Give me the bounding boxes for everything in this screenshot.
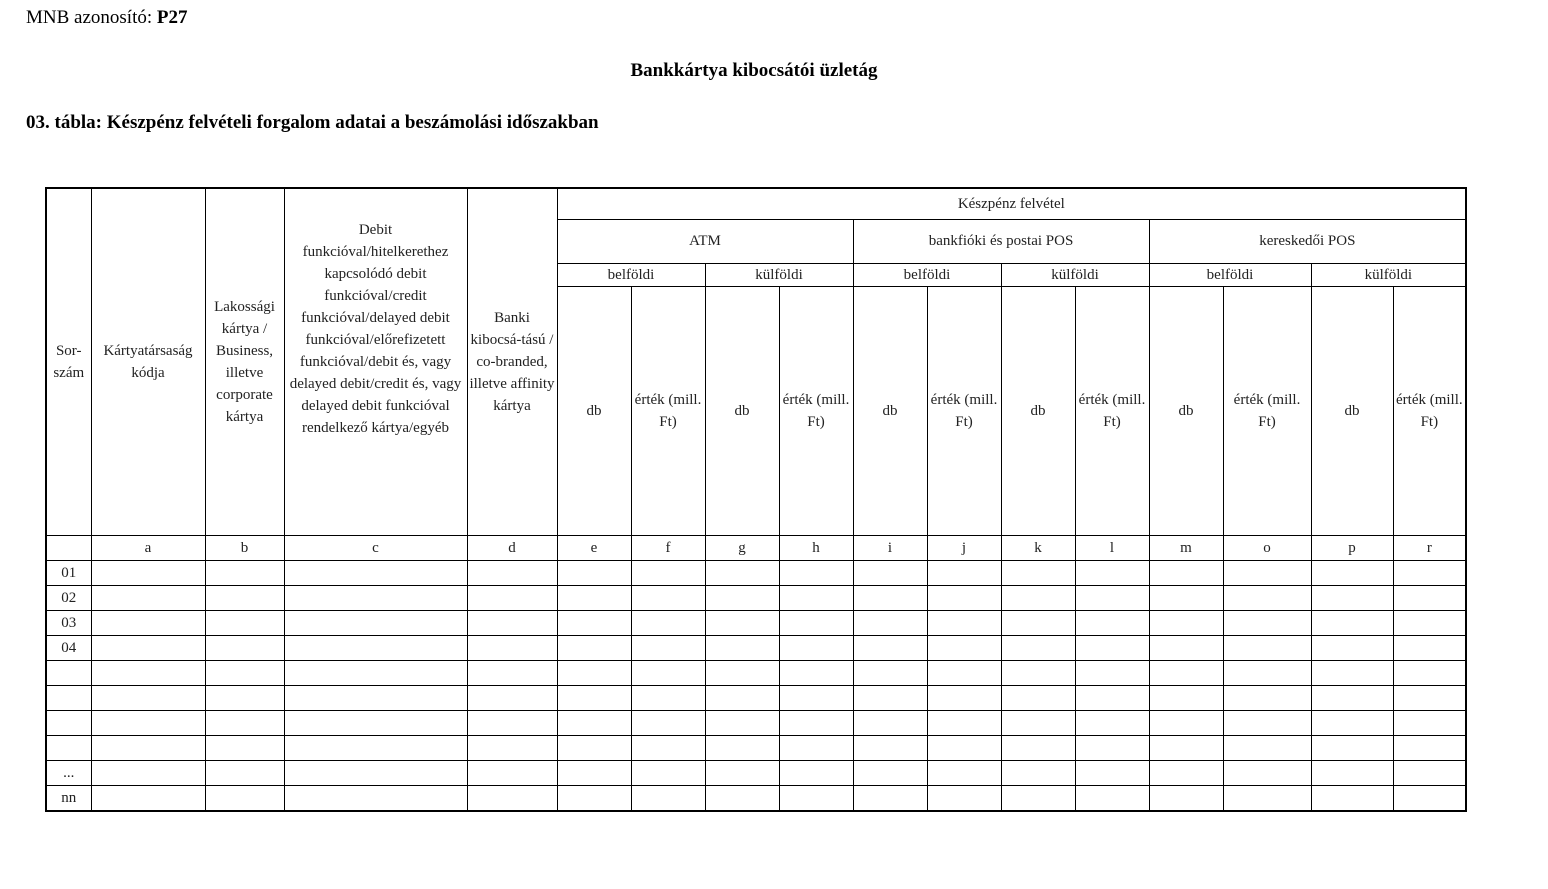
row-number: 02 [46, 585, 91, 610]
data-cell[interactable] [927, 585, 1001, 610]
letter-cell: a [91, 535, 205, 560]
data-cell[interactable] [1223, 735, 1311, 760]
data-cell[interactable] [1075, 760, 1149, 785]
data-cell[interactable] [1001, 685, 1075, 710]
data-cell[interactable] [1001, 710, 1075, 735]
data-cell[interactable] [631, 735, 705, 760]
data-cell[interactable] [205, 560, 284, 585]
data-cell[interactable] [927, 785, 1001, 811]
data-cell[interactable] [205, 685, 284, 710]
data-cell[interactable] [284, 635, 467, 660]
data-cell[interactable] [1223, 660, 1311, 685]
letter-cell: j [927, 535, 1001, 560]
data-cell[interactable] [1223, 785, 1311, 811]
data-cell[interactable] [1393, 635, 1466, 660]
data-cell[interactable] [557, 710, 631, 735]
header-db: db [557, 286, 631, 535]
data-cell[interactable] [467, 710, 557, 735]
row-number: 04 [46, 635, 91, 660]
data-cell[interactable] [1075, 635, 1149, 660]
data-cell[interactable] [557, 760, 631, 785]
data-cell[interactable] [779, 585, 853, 610]
letter-cell-blank [46, 535, 91, 560]
data-cell[interactable] [1311, 760, 1393, 785]
data-cell[interactable] [284, 760, 467, 785]
data-cell[interactable] [284, 660, 467, 685]
data-cell[interactable] [1393, 685, 1466, 710]
data-cell[interactable] [205, 585, 284, 610]
data-cell[interactable] [284, 585, 467, 610]
data-cell[interactable] [1223, 635, 1311, 660]
header-db: db [1149, 286, 1223, 535]
data-cell[interactable] [705, 685, 779, 710]
data-cell[interactable] [1149, 610, 1223, 635]
data-cell[interactable] [1075, 685, 1149, 710]
data-cell[interactable] [205, 710, 284, 735]
data-cell[interactable] [284, 560, 467, 585]
letter-cell: c [284, 535, 467, 560]
data-cell[interactable] [557, 635, 631, 660]
data-cell[interactable] [284, 610, 467, 635]
table-row [46, 760, 1466, 785]
data-cell[interactable] [705, 560, 779, 585]
data-cell[interactable] [557, 685, 631, 710]
data-cell[interactable] [1149, 585, 1223, 610]
data-cell[interactable] [779, 635, 853, 660]
data-cell[interactable] [1149, 635, 1223, 660]
letter-cell: i [853, 535, 927, 560]
header-group-bankfioki: bankfióki és postai POS [853, 219, 1149, 263]
data-cell[interactable] [631, 585, 705, 610]
data-cell[interactable] [205, 660, 284, 685]
cash-withdrawal-table [45, 187, 1467, 812]
letter-cell: k [1001, 535, 1075, 560]
data-cell[interactable] [779, 685, 853, 710]
data-cell[interactable] [1393, 785, 1466, 811]
data-cell[interactable] [467, 760, 557, 785]
data-cell[interactable] [1149, 685, 1223, 710]
header-kereskedoi-belfoldi: belföldi [1149, 263, 1311, 286]
data-cell[interactable] [927, 685, 1001, 710]
data-cell[interactable] [853, 685, 927, 710]
letter-cell: f [631, 535, 705, 560]
data-cell[interactable] [91, 760, 205, 785]
data-cell[interactable] [1311, 710, 1393, 735]
row-number: 01 [46, 560, 91, 585]
header-db: db [1001, 286, 1075, 535]
data-cell[interactable] [557, 585, 631, 610]
letter-cell: m [1149, 535, 1223, 560]
data-cell[interactable] [1393, 735, 1466, 760]
header-sorszam: Sor-szám [46, 188, 91, 535]
data-cell[interactable] [1149, 560, 1223, 585]
data-cell[interactable] [779, 710, 853, 735]
data-cell[interactable] [853, 785, 927, 811]
data-cell[interactable] [557, 785, 631, 811]
header-banki-kibocsatasu: Banki kibocsá-tású / co-branded, illetve affinity kártya [467, 188, 557, 535]
data-cell[interactable] [467, 585, 557, 610]
row-number: nn [46, 785, 91, 811]
header-ertek: érték (mill. Ft) [1075, 286, 1149, 535]
data-cell[interactable] [284, 735, 467, 760]
data-cell[interactable] [779, 660, 853, 685]
data-cell[interactable] [91, 635, 205, 660]
data-cell[interactable] [1393, 660, 1466, 685]
table-row [46, 710, 1466, 735]
header-ertek: érték (mill. Ft) [779, 286, 853, 535]
data-cell[interactable] [705, 635, 779, 660]
header-ertek: érték (mill. Ft) [1393, 286, 1466, 535]
data-cell[interactable] [927, 660, 1001, 685]
data-cell[interactable] [1001, 560, 1075, 585]
header-kereskedoi-kulfoldi: külföldi [1311, 263, 1466, 286]
header-ertek: érték (mill. Ft) [1223, 286, 1311, 535]
data-cell[interactable] [205, 760, 284, 785]
data-cell[interactable] [1001, 635, 1075, 660]
data-cell[interactable] [1001, 735, 1075, 760]
data-cell[interactable] [284, 685, 467, 710]
data-cell[interactable] [927, 560, 1001, 585]
data-cell[interactable] [91, 585, 205, 610]
data-cell[interactable] [853, 610, 927, 635]
data-cell[interactable] [705, 785, 779, 811]
data-cell[interactable] [205, 610, 284, 635]
data-cell[interactable] [705, 585, 779, 610]
table-row [46, 560, 1466, 585]
row-number [46, 660, 91, 685]
header-db: db [1311, 286, 1393, 535]
data-cell[interactable] [927, 610, 1001, 635]
data-cell[interactable] [467, 735, 557, 760]
table-title: 03. tábla: Készpénz felvételi forgalom adatai a beszámolási időszakban [26, 112, 599, 133]
data-cell[interactable] [1311, 635, 1393, 660]
row-number [46, 685, 91, 710]
data-cell[interactable] [91, 610, 205, 635]
data-cell[interactable] [1075, 785, 1149, 811]
letter-cell: r [1393, 535, 1466, 560]
header-group-atm: ATM [557, 219, 853, 263]
data-cell[interactable] [705, 710, 779, 735]
data-cell[interactable] [1393, 560, 1466, 585]
header-lakossagi-kartya: Lakossági kártya / Business, illetve corporate kártya [205, 188, 284, 535]
data-cell[interactable] [1311, 585, 1393, 610]
data-cell[interactable] [1149, 710, 1223, 735]
letter-cell: g [705, 535, 779, 560]
data-cell[interactable] [557, 610, 631, 635]
row-number: 03 [46, 610, 91, 635]
table-row [46, 610, 1466, 635]
data-cell[interactable] [557, 735, 631, 760]
data-cell[interactable] [1311, 735, 1393, 760]
data-cell[interactable] [91, 560, 205, 585]
data-cell[interactable] [1001, 785, 1075, 811]
header-db: db [705, 286, 779, 535]
data-cell[interactable] [1001, 660, 1075, 685]
header-ertek: érték (mill. Ft) [927, 286, 1001, 535]
data-cell[interactable] [853, 710, 927, 735]
row-number: ... [46, 760, 91, 785]
data-cell[interactable] [1223, 585, 1311, 610]
data-cell[interactable] [853, 760, 927, 785]
data-cell[interactable] [853, 635, 927, 660]
data-cell[interactable] [205, 635, 284, 660]
data-cell[interactable] [91, 660, 205, 685]
data-cell[interactable] [205, 785, 284, 811]
data-cell[interactable] [1075, 560, 1149, 585]
data-cell[interactable] [1149, 660, 1223, 685]
data-cell[interactable] [1393, 760, 1466, 785]
row-number [46, 710, 91, 735]
data-cell[interactable] [1311, 610, 1393, 635]
header-bankfioki-belfoldi: belföldi [853, 263, 1001, 286]
data-cell[interactable] [91, 785, 205, 811]
data-cell[interactable] [284, 710, 467, 735]
header-ertek: érték (mill. Ft) [631, 286, 705, 535]
data-cell[interactable] [91, 685, 205, 710]
header-atm-belfoldi: belföldi [557, 263, 705, 286]
letter-cell: p [1311, 535, 1393, 560]
table-row [46, 785, 1466, 811]
data-cell[interactable] [205, 735, 284, 760]
data-cell[interactable] [631, 710, 705, 735]
letter-cell: d [467, 535, 557, 560]
data-cell[interactable] [467, 785, 557, 811]
data-cell[interactable] [853, 660, 927, 685]
data-cell[interactable] [705, 735, 779, 760]
data-cell[interactable] [779, 610, 853, 635]
data-cell[interactable] [779, 735, 853, 760]
document-title: Bankkártya kibocsátói üzletág [630, 60, 878, 81]
data-cell[interactable] [631, 660, 705, 685]
data-cell[interactable] [1311, 685, 1393, 710]
data-cell[interactable] [557, 660, 631, 685]
data-cell[interactable] [1393, 585, 1466, 610]
letter-cell: b [205, 535, 284, 560]
data-cell[interactable] [1149, 785, 1223, 811]
data-cell[interactable] [1075, 735, 1149, 760]
header-db: db [853, 286, 927, 535]
letter-cell: e [557, 535, 631, 560]
data-cell[interactable] [1223, 685, 1311, 710]
letter-cell: o [1223, 535, 1311, 560]
data-cell[interactable] [1311, 785, 1393, 811]
data-cell[interactable] [1311, 560, 1393, 585]
data-cell[interactable] [467, 635, 557, 660]
data-cell[interactable] [631, 760, 705, 785]
data-cell[interactable] [1075, 585, 1149, 610]
data-cell[interactable] [557, 560, 631, 585]
data-cell[interactable] [631, 635, 705, 660]
data-cell[interactable] [1393, 610, 1466, 635]
data-cell[interactable] [927, 735, 1001, 760]
data-cell[interactable] [1223, 560, 1311, 585]
table-row [46, 685, 1466, 710]
data-cell[interactable] [1393, 710, 1466, 735]
data-cell[interactable] [631, 560, 705, 585]
data-cell[interactable] [467, 560, 557, 585]
data-cell[interactable] [1223, 760, 1311, 785]
mnb-identifier [26, 7, 188, 29]
header-bankfioki-kulfoldi: külföldi [1001, 263, 1149, 286]
data-cell[interactable] [1075, 610, 1149, 635]
data-cell[interactable] [91, 710, 205, 735]
data-cell[interactable] [705, 760, 779, 785]
data-cell[interactable] [631, 785, 705, 811]
table-row [46, 635, 1466, 660]
data-cell[interactable] [1075, 660, 1149, 685]
data-cell[interactable] [853, 735, 927, 760]
data-cell[interactable] [1223, 610, 1311, 635]
data-cell[interactable] [284, 785, 467, 811]
header-debit-funkcio: Debit funkcióval/hitelkerethez kapcsolódó debit funkcióval/credit funkcióval/delayed debit funkcióval/előrefizetett funkcióval/debit és, vagy delayed debit/credit és, vagy delayed debit funkcióval rendelkező kártya/egyéb [284, 188, 467, 535]
data-cell[interactable] [631, 685, 705, 710]
table-row [46, 585, 1466, 610]
letter-cell: h [779, 535, 853, 560]
data-cell[interactable] [1001, 585, 1075, 610]
header-atm-kulfoldi: külföldi [705, 263, 853, 286]
data-cell[interactable] [1149, 760, 1223, 785]
data-cell[interactable] [1001, 610, 1075, 635]
letter-cell: l [1075, 535, 1149, 560]
data-cell[interactable] [467, 660, 557, 685]
data-cell[interactable] [705, 610, 779, 635]
table-row [46, 660, 1466, 685]
data-cell[interactable] [1311, 660, 1393, 685]
data-cell[interactable] [631, 610, 705, 635]
data-cell[interactable] [779, 560, 853, 585]
data-cell[interactable] [91, 735, 205, 760]
data-cell[interactable] [467, 610, 557, 635]
header-kartyatarsasag-kodja: Kártyatársaság kódja [91, 188, 205, 535]
table-row [46, 735, 1466, 760]
data-cell[interactable] [1149, 735, 1223, 760]
data-cell[interactable] [853, 585, 927, 610]
mnb-code: P27 [156, 7, 188, 28]
data-cell[interactable] [467, 685, 557, 710]
data-cell[interactable] [779, 785, 853, 811]
data-cell[interactable] [927, 635, 1001, 660]
data-cell[interactable] [1075, 710, 1149, 735]
header-keszpenz-felvetel: Készpénz felvétel [557, 188, 1466, 219]
mnb-label: MNB azonosító: [26, 7, 153, 28]
data-cell[interactable] [779, 760, 853, 785]
data-cell[interactable] [927, 760, 1001, 785]
data-cell[interactable] [853, 560, 927, 585]
data-cell[interactable] [927, 710, 1001, 735]
data-cell[interactable] [1223, 710, 1311, 735]
column-letter-row [46, 535, 1466, 560]
data-cell[interactable] [705, 660, 779, 685]
data-cell[interactable] [1001, 760, 1075, 785]
row-number [46, 735, 91, 760]
header-group-kereskedoi: kereskedői POS [1149, 219, 1466, 263]
